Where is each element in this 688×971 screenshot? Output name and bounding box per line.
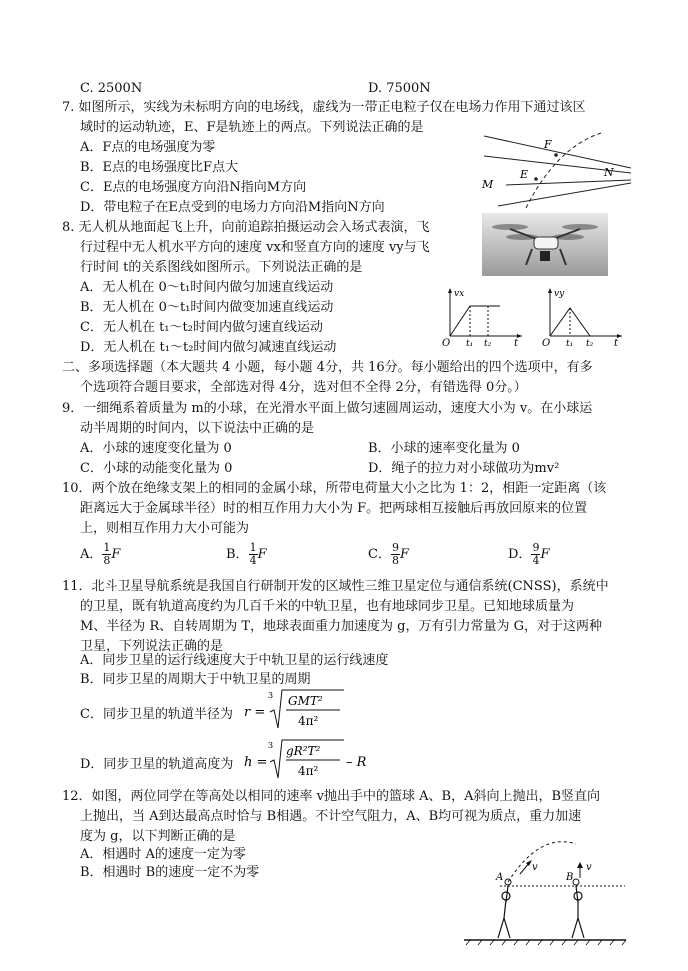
q9-option-a: A．小球的速度变化量为 0 (80, 441, 232, 456)
drone-photo (482, 213, 608, 276)
section-2-desc: 个选项符合题目要求，全部选对得 4分，选对但不全得 2分，有错选得 0分。） (80, 380, 527, 395)
label-f: F (544, 138, 552, 151)
graph1-t1: t₁ (466, 339, 474, 348)
q12-stem-2: 上抛出，当 A到达最高点时恰与 B相遇。不计空气阻力，A、B均可视为质点，重力加速 (80, 809, 582, 824)
basketball-throw-figure (460, 838, 630, 946)
vy-t-graph (540, 286, 626, 348)
vx-t-graph (440, 286, 526, 348)
electric-field-figure (476, 128, 636, 210)
q7-option-d: D．带电粒子在E点受到的电场力方向沿M指向N方向 (80, 200, 385, 215)
q11-stem-1: 11．北斗卫星导航系统是我国自行研制开发的区域性三维卫星定位与通信系统(CNSS)，系统中 (62, 579, 609, 594)
q10-option-a: A． $\frac{1}{8}$ F (80, 541, 121, 567)
q11-option-d: D．同步卫星的轨道高度为 (80, 757, 234, 772)
q7-option-c: C．E点的电场强度方向沿N指向M方向 (80, 180, 307, 195)
q7-stem-2: 域时的运动轨迹，E、F是轨迹上的两点。下列说法正确的是 (80, 120, 424, 135)
q10-option-b: B． $\frac{1}{4}$ F (226, 541, 267, 567)
q8-option-b: B．无人机在 0～t₁时间内做变加速直线运动 (80, 300, 334, 315)
svg-text:– R: – R (346, 755, 367, 770)
label-n: N (604, 166, 614, 179)
q10-stem-2: 距离远大于金属球半径）时的相互作用力大小为 F。把两球相互接触后再放回原来的位置 (80, 501, 588, 516)
q9-stem-1: 9．一细绳系着质量为 m的小球，在光滑水平面上做匀速圆周运动，速度大小为 v。在小球运 (62, 401, 593, 416)
q9-option-c: C．小球的动能变化量为 0 (80, 461, 233, 476)
q11-option-c: C．同步卫星的轨道半径为 (80, 707, 233, 722)
q9-option-b: B．小球的速率变化量为 0 (368, 441, 520, 456)
q7-option-b: B．E点的电场强度比F点大 (80, 160, 239, 175)
q8-stem-1: 8. 无人机从地面起飞上升，向前追踪拍摄运动会入场式表演，飞 (62, 220, 430, 235)
q9-stem-2: 动半周期的时间内，以下说法中正确的是 (80, 421, 315, 436)
q11-stem-2: 的卫星，既有轨道高度约为几百千米的中轨卫星，也有地球同步卫星。已知地球质量为 (80, 599, 575, 614)
q12-option-a: A．相遇时 A的速度一定为零 (80, 847, 246, 862)
graph1-origin: O (442, 338, 451, 348)
q10-option-d: D． $\frac{9}{4}$ F (508, 541, 550, 567)
q12-stem-3: 度为 g，以下判断正确的是 (80, 829, 236, 844)
svg-text:4π²: 4π² (298, 714, 319, 728)
formula-c (244, 688, 354, 732)
graph2-t2: t₂ (586, 339, 594, 348)
label-v-a: v (532, 862, 538, 873)
q8-option-d: D．无人机在 t₁～t₂时间内做匀减速直线运动 (80, 340, 337, 355)
q8-option-a: A．无人机在 0～t₁时间内做匀加速直线运动 (80, 280, 334, 295)
q11-option-a: A．同步卫星的运行线速度大于中轨卫星的运行线速度 (80, 653, 389, 668)
graph2-ylabel: vy (554, 289, 565, 299)
q8-stem-2: 行过程中无人机水平方向的速度 vx和竖直方向的速度 vy与飞 (80, 240, 430, 255)
graph1-ylabel: vx (454, 289, 465, 299)
q8-option-c: C．无人机在 t₁～t₂时间内做匀速直线运动 (80, 320, 323, 335)
q12-option-b: B．相遇时 B的速度一定不为零 (80, 865, 260, 880)
section-2-title: 二、多项选择题（本大题共 4 小题，每小题 4分，共 16分。每小题给出的四个选项中，有多 (62, 360, 593, 375)
label-m: M (482, 178, 494, 191)
label-e: E (520, 168, 529, 181)
option-c-prev: C. 2500N (80, 81, 143, 96)
label-v-b: v (586, 862, 592, 873)
svg-text:GMT²: GMT² (288, 694, 323, 708)
svg-text:3: 3 (268, 691, 274, 700)
graph1-t2: t₂ (484, 339, 492, 348)
q10-stem-3: 上，则相互作用力大小可能为 (80, 521, 250, 536)
graph1-t: t (514, 338, 519, 348)
svg-text:gR²T²: gR²T² (286, 744, 321, 758)
graph2-origin: O (542, 338, 551, 348)
q10-stem-1: 10．两个放在绝缘支架上的相同的金属小球，所带电荷量大小之比为 1：2，相距一定距离（该 (62, 481, 607, 496)
svg-text:3: 3 (268, 741, 274, 750)
q10-option-c: C． $\frac{9}{8}$ F (368, 541, 409, 567)
svg-text:4π²: 4π² (298, 764, 319, 778)
svg-text:r =: r = (244, 705, 266, 720)
q11-stem-4: 卫星，下列说法正确的是 (80, 639, 224, 654)
q11-stem-3: M、半径为 R、自转周期为 T，地球表面重力加速度为 g，万有引力常量为 G，对于这两种 (80, 619, 603, 634)
graph2-t: t (614, 338, 619, 348)
label-b: B (566, 872, 574, 883)
graph2-t1: t₁ (566, 339, 574, 348)
q12-stem-1: 12．如图，两位同学在等高处以相同的速率 v抛出手中的篮球 A、B，A斜向上抛出，B竖直向 (62, 789, 601, 804)
svg-text:h =: h = (244, 755, 268, 770)
label-a: A (496, 872, 504, 883)
q9-option-d: D．绳子的拉力对小球做功为mv² (368, 461, 560, 476)
q7-option-a: A．F点的电场强度为零 (80, 140, 216, 155)
option-d-prev: D. 7500N (368, 81, 431, 96)
q8-stem-3: 行时间 t的关系图线如图所示。下列说法正确的是 (80, 260, 363, 275)
q11-option-b: B．同步卫星的周期大于中轨卫星的周期 (80, 672, 311, 687)
q7-stem-1: 7. 如图所示，实线为未标明方向的电场线，虚线为一带正电粒子仅在电场力作用下通过该区 (62, 100, 586, 115)
formula-d (244, 738, 384, 782)
